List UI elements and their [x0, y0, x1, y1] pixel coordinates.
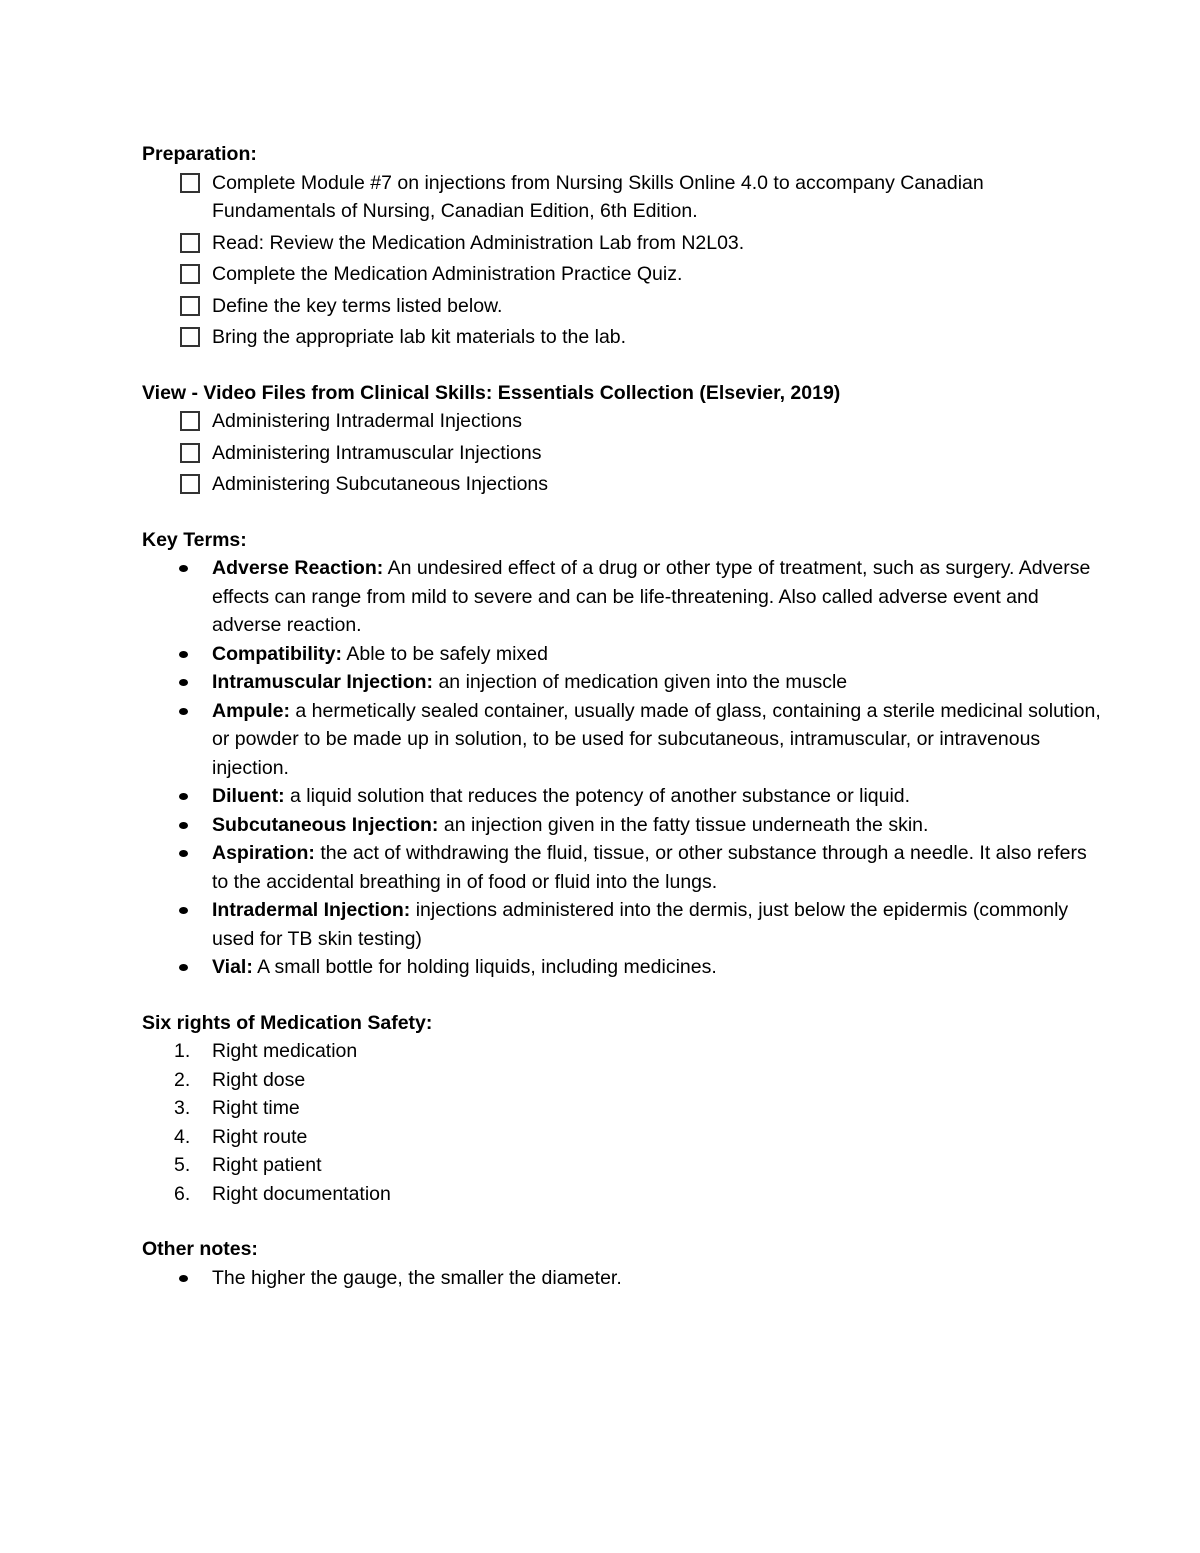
key-term-name: Subcutaneous Injection:	[212, 813, 439, 836]
key-term-name: Intradermal Injection:	[212, 899, 411, 921]
list-item	[142, 1180, 1102, 1209]
key-term-item	[142, 554, 1102, 640]
document-page	[142, 140, 1102, 1319]
list-item	[142, 1094, 1102, 1123]
checkbox-icon[interactable]	[180, 327, 200, 347]
list-item-text: Right time	[212, 1097, 300, 1119]
list-number: 6.	[174, 1182, 191, 1205]
preparation-checklist	[142, 169, 1102, 352]
key-terms-heading: Key Terms:	[142, 528, 247, 551]
note-item-text: The higher the gauge, the smaller the diameter.	[212, 1266, 622, 1289]
list-item-text: Right documentation	[212, 1182, 391, 1205]
six-rights-list	[142, 1037, 1102, 1208]
list-number: 3.	[174, 1097, 191, 1119]
key-term-definition: An undesired effect of a drug or other type of treatment, such as surgery. Adverse effects can range from mild to severe and can be life-threatening. Also called adverse event and adverse reaction.	[212, 557, 1091, 636]
bullet-icon	[179, 679, 188, 686]
key-term-name: Ampule:	[212, 699, 290, 722]
checkbox-icon[interactable]	[180, 474, 200, 494]
list-number: 1.	[174, 1040, 191, 1062]
key-term-name: Adverse Reaction:	[212, 557, 384, 579]
preparation-heading: Preparation:	[142, 143, 257, 165]
key-term-item	[142, 640, 1102, 669]
key-term-item	[142, 953, 1102, 982]
list-item	[142, 1123, 1102, 1152]
checklist-item	[142, 292, 1102, 321]
list-item-text: Right dose	[212, 1068, 306, 1091]
checklist-item-text: Complete the Medication Administration Practice Quiz.	[212, 263, 683, 285]
key-term-name: Compatibility:	[212, 642, 342, 665]
checklist-item-text: Define the key terms listed below.	[212, 294, 503, 317]
bullet-icon	[179, 850, 188, 857]
key-term-definition: a hermetically sealed container, usually made of glass, containing a sterile medicinal solution, or powder to be made up in solution, to be used for subcutaneous, intramuscular, or intravenous injection.	[212, 699, 1101, 779]
key-term-item	[142, 782, 1102, 811]
bullet-icon	[179, 822, 188, 829]
key-term-item	[142, 811, 1102, 840]
list-number: 2.	[174, 1068, 191, 1091]
key-terms-section	[142, 526, 1102, 982]
key-term-definition: A small bottle for holding liquids, including medicines.	[252, 956, 717, 978]
checklist-item	[142, 260, 1102, 289]
videos-section	[142, 379, 1102, 499]
key-term-name: Vial:	[212, 956, 253, 978]
key-term-item	[142, 839, 1102, 896]
key-term-definition: Able to be safely mixed	[342, 642, 548, 665]
list-number: 4.	[174, 1125, 191, 1148]
list-item-text: Right route	[212, 1125, 308, 1148]
key-term-definition: a liquid solution that reduces the potency of another substance or liquid.	[284, 785, 911, 807]
other-notes-heading: Other notes:	[142, 1238, 258, 1260]
bullet-icon	[179, 708, 188, 715]
bullet-icon	[179, 907, 188, 914]
checklist-item-text: Administering Intradermal Injections	[212, 410, 522, 432]
six-rights-section	[142, 1009, 1102, 1209]
key-term-name: Intramuscular Injection:	[212, 671, 434, 693]
bullet-icon	[179, 964, 188, 971]
checkbox-icon[interactable]	[180, 233, 200, 253]
key-term-name: Aspiration:	[212, 842, 315, 864]
key-term-definition: an injection of medication given into the muscle	[433, 671, 848, 693]
checklist-item-text: Administering Subcutaneous Injections	[212, 473, 549, 495]
note-item	[142, 1264, 1102, 1293]
list-item-text: Right medication	[212, 1040, 358, 1062]
checkbox-icon[interactable]	[180, 296, 200, 316]
checklist-item	[142, 229, 1102, 258]
checklist-item-text: Read: Review the Medication Administration Lab from N2L03.	[212, 231, 745, 254]
bullet-icon	[179, 1275, 188, 1282]
checkbox-icon[interactable]	[180, 411, 200, 431]
key-term-name: Diluent:	[212, 785, 285, 807]
checklist-item-text: Bring the appropriate lab kit materials to the lab.	[212, 326, 627, 348]
checklist-item	[142, 169, 1102, 226]
checklist-item-text: Complete Module #7 on injections from Nursing Skills Online 4.0 to accompany Canadian Fundamentals of Nursing, Canadian Edition, 6th Edition.	[212, 171, 984, 222]
list-item-text: Right patient	[212, 1154, 322, 1176]
key-term-definition: the act of withdrawing the fluid, tissue, or other substance through a needle. It also refers to the accidental breathing in of food or fluid into the lungs.	[212, 842, 1087, 893]
checklist-item	[142, 470, 1102, 499]
checkbox-icon[interactable]	[180, 443, 200, 463]
checkbox-icon[interactable]	[180, 173, 200, 193]
checklist-item	[142, 407, 1102, 436]
videos-heading: View - Video Files from Clinical Skills: Essentials Collection (Elsevier, 2019)	[142, 381, 841, 404]
list-item	[142, 1151, 1102, 1180]
checklist-item	[142, 439, 1102, 468]
list-number: 5.	[174, 1154, 191, 1176]
list-item	[142, 1066, 1102, 1095]
other-notes-list	[142, 1264, 1102, 1293]
preparation-section	[142, 140, 1102, 352]
key-terms-list	[142, 554, 1102, 982]
key-term-item	[142, 896, 1102, 953]
other-notes-section	[142, 1235, 1102, 1292]
videos-checklist	[142, 407, 1102, 499]
key-term-definition: injections administered into the dermis, just below the epidermis (commonly used for TB skin testing)	[212, 899, 1069, 950]
bullet-icon	[179, 565, 188, 572]
six-rights-heading: Six rights of Medication Safety:	[142, 1011, 433, 1034]
bullet-icon	[179, 793, 188, 800]
key-term-item	[142, 697, 1102, 783]
bullet-icon	[179, 651, 188, 658]
key-term-item	[142, 668, 1102, 697]
list-item	[142, 1037, 1102, 1066]
key-term-definition: an injection given in the fatty tissue underneath the skin.	[438, 813, 929, 836]
checklist-item	[142, 323, 1102, 352]
checkbox-icon[interactable]	[180, 264, 200, 284]
checklist-item-text: Administering Intramuscular Injections	[212, 441, 542, 464]
